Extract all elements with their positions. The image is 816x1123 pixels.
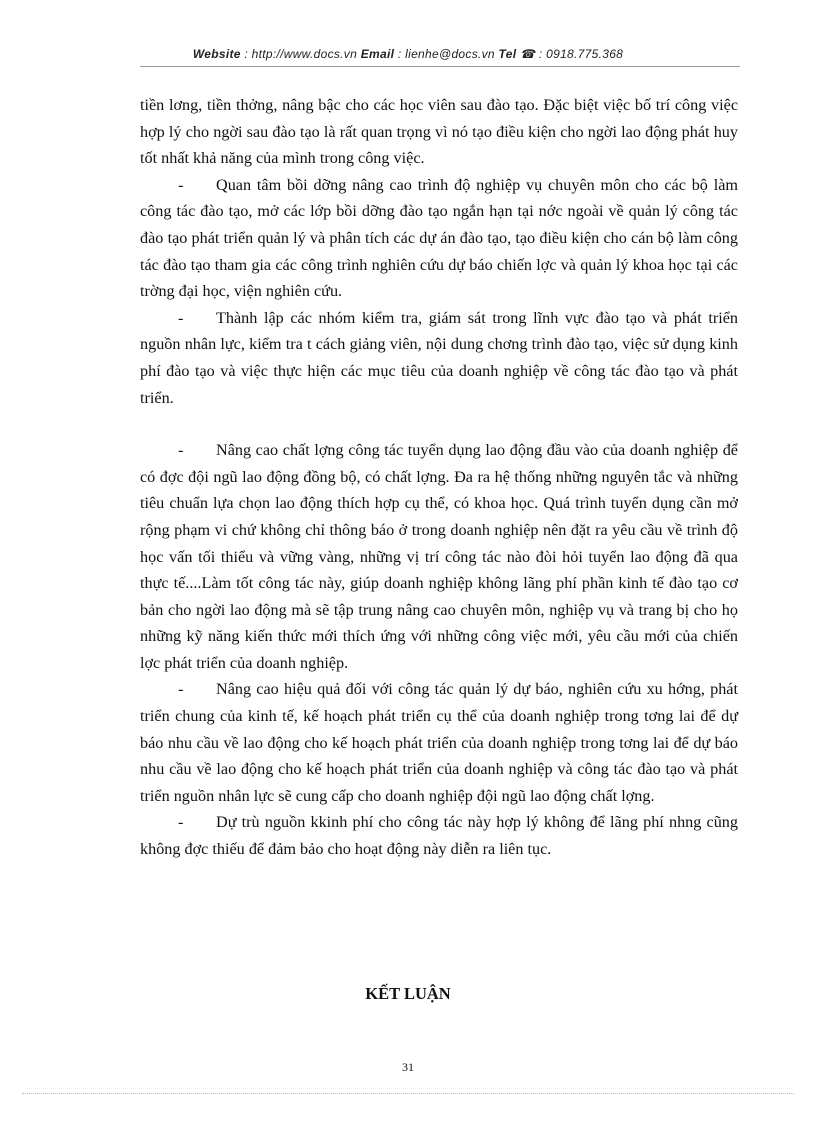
paragraph-text: tiền lơng, tiền thởng, nâng bậc cho các học viên sau đào tạo. Đặc biệt việc bố trí công việc hợp lý cho ngời sau đào tạo là rất quan trọng vì nó tạo điều kiện cho ngời lao động phát huy tốt nhất khả năng của mình trong công việc. (140, 96, 738, 168)
footer-divider (22, 1093, 794, 1094)
paragraph-forecasting (140, 676, 738, 809)
list-dash: - (178, 441, 184, 460)
paragraph-training-staff (140, 172, 738, 305)
paragraph-inspection-groups (140, 305, 738, 411)
email-value: : lienhe@docs.vn (394, 47, 499, 61)
section-heading: KẾT LUẬN (365, 984, 451, 1003)
paragraph-continuation (140, 92, 738, 172)
paragraph-recruitment (140, 437, 738, 676)
paragraph-gap (140, 411, 738, 437)
email-label: Email (360, 47, 395, 61)
header-divider (140, 66, 740, 67)
website-label: Website (192, 47, 241, 61)
paragraph-text: Nâng cao chất lợng công tác tuyển dụng lao động đầu vào của doanh nghiệp để có đợc đội ngũ lao động đồng bộ, có chất lợng. Đa ra hệ thống những nguyên tắc và những tiêu chuẩn lựa chọn lao động thích hợp cụ thể, có khoa học. Quá trình tuyển dụng cần mở rộng phạm vi chứ không chỉ thông báo ở trong doanh nghiệp nên đặt ra yêu cầu về trình độ học vấn tối thiểu và vững vàng, những vị trí công tác nào đòi hỏi tuyển lao động đã qua thực tế....Làm tốt công tác này, giúp doanh nghiệp không lãng phí phần kinh tế đào tạo cơ bản cho ngời lao động mà sẽ tập trung nâng cao chuyên môn, nghiệp vụ và trang bị cho họ những kỹ năng kiến thức mới thích ứng với những công việc mới, yêu cầu mới của chiến lợc phát triển của doanh nghiệp. (140, 441, 738, 672)
list-dash: - (178, 680, 184, 699)
list-dash: - (178, 175, 184, 194)
document-body (140, 92, 738, 863)
list-dash: - (178, 813, 184, 832)
paragraph-text: Dự trù nguồn kkinh phí cho công tác này hợp lý không để lãng phí nhng cũng không đợc thiếu để đảm bảo cho hoạt động này diễn ra liên tục. (140, 813, 738, 859)
paragraph-text: Thành lập các nhóm kiểm tra, giám sát trong lĩnh vực đào tạo và phát triển nguồn nhân lực, kiểm tra t cách giảng viên, nội dung chơng trình đào tạo, việc sử dụng kinh phí đào tạo và việc thực hiện các mục tiêu của doanh nghiệp về công tác đào tạo và phát triển. (140, 308, 738, 407)
phone-icon: ☎ (519, 47, 536, 61)
tel-value: : 0918.775.368 (535, 47, 624, 61)
page-header (0, 47, 816, 61)
tel-label: Tel (498, 47, 520, 61)
list-dash: - (178, 308, 184, 327)
paragraph-text: Quan tâm bồi dỡng nâng cao trình độ nghiệp vụ chuyên môn cho các bộ làm công tác đào tạo, mở các lớp bồi dỡng đào tạo ngắn hạn tại nớc ngoài về quản lý công tác đào tạo phát triển quản lý và phân tích các dự án đào tạo, tạo điều kiện cho cán bộ làm công tác đào tạo tham gia các công trình nghiên cứu dự báo chiến lợc và quản lý khoa học tại các trờng đại học, viện nghiên cứu. (140, 175, 738, 301)
website-value: : http://www.docs.vn (240, 47, 361, 61)
paragraph-budget (140, 809, 738, 862)
page-number: 31 (402, 1060, 414, 1074)
paragraph-text: Nâng cao hiệu quả đối với công tác quản lý dự báo, nghiên cứu xu hớng, phát triển chung của kinh tế, kế hoạch phát triển cụ thể của doanh nghiệp trong tơng lai để dự báo nhu cầu về lao động cho kế hoạch phát triển của doanh nghiệp trong tơng lai để dự báo nhu cầu về lao động cho kế hoạch phát triển của doanh nghiệp và công tác đào tạo và phát triển nguồn nhân lực sẽ cung cấp cho doanh nghiệp đội ngũ lao động chất lợng. (140, 680, 738, 805)
